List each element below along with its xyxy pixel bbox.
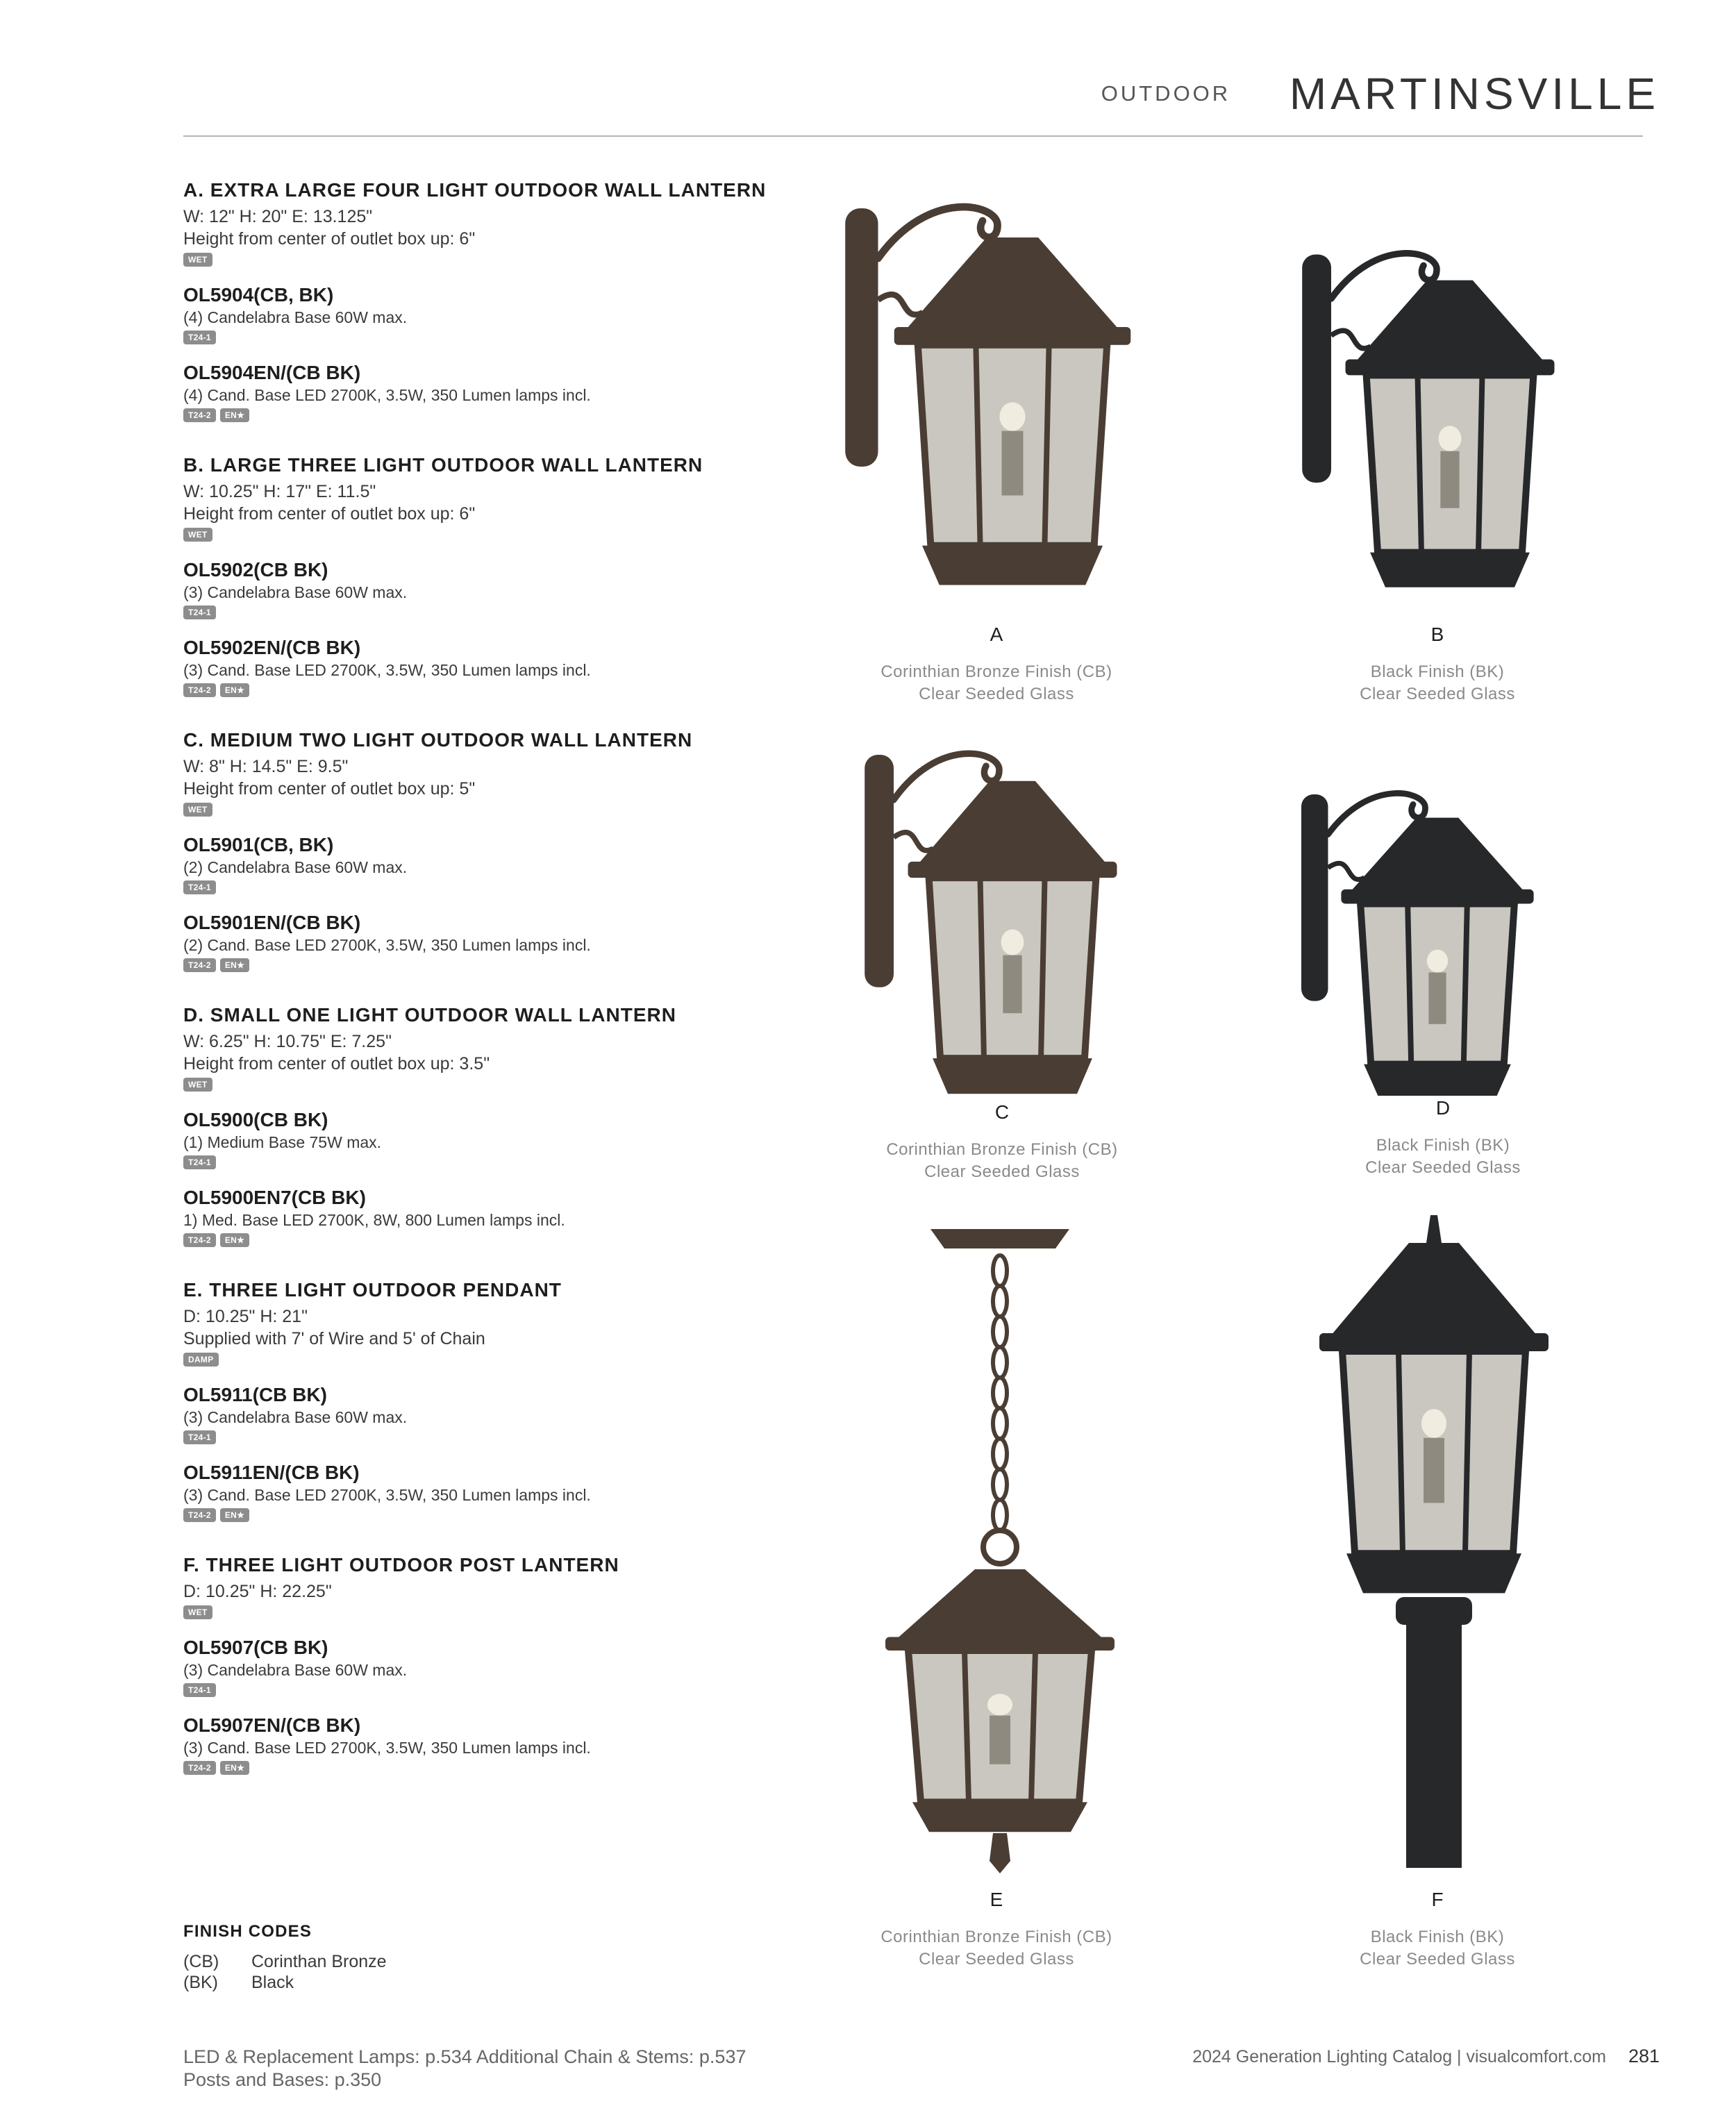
- rating-badge: WET: [183, 528, 212, 542]
- lantern-roof: [1350, 818, 1525, 892]
- wall-backplate: [1301, 794, 1328, 1001]
- post-finial: [1426, 1215, 1442, 1243]
- catalog-name: 2024 Generation Lighting Catalog | visualcomfort.com: [1192, 2047, 1606, 2066]
- lantern-bulb: [987, 1694, 1012, 1715]
- cert-badge: EN★: [220, 1508, 249, 1522]
- product-note: Height from center of outlet box up: 6": [183, 229, 476, 249]
- rating-badge: WET: [183, 1605, 212, 1619]
- pendant-chain-link: [993, 1317, 1007, 1347]
- footer-reference-line: LED & Replacement Lamps: p.534 Additional Chain & Stems: p.537: [183, 2046, 746, 2067]
- caption-finish: Black Finish (BK): [1370, 1928, 1505, 1946]
- lantern-candle-sleeve: [1428, 973, 1446, 1024]
- pendant-chain-link: [993, 1439, 1007, 1469]
- caption-b: [1257, 624, 1618, 705]
- cert-badge: T24-1: [183, 880, 216, 894]
- model-number: OL5900(CB BK): [183, 1109, 328, 1130]
- wall-backplate: [1302, 255, 1331, 483]
- model-entry: [183, 636, 808, 699]
- pendant-chain-link: [993, 1347, 1007, 1378]
- product-dimensions: D: 10.25" H: 21": [183, 1307, 308, 1326]
- model-number: OL5901EN/(CB BK): [183, 912, 361, 933]
- model-description: (4) Candelabra Base 60W max.: [183, 308, 408, 326]
- product-title: C. MEDIUM TWO LIGHT OUTDOOR WALL LANTERN: [183, 729, 693, 751]
- rating-badges: [183, 253, 808, 268]
- finish-code: (BK): [183, 1973, 218, 1992]
- cert-badge: EN★: [220, 958, 249, 972]
- finish-code-row: [183, 1972, 387, 1993]
- caption-f: [1257, 1889, 1618, 1971]
- lantern-base: [933, 1058, 1092, 1094]
- footer-reference-line: Posts and Bases: p.350: [183, 2069, 382, 2090]
- model-entry: [183, 283, 808, 346]
- product-dimensions: W: 8" H: 14.5" E: 9.5": [183, 757, 349, 776]
- lantern-bulb: [1421, 1409, 1446, 1438]
- model-description: (2) Cand. Base LED 2700K, 3.5W, 350 Lumen lamps incl.: [183, 936, 591, 954]
- rating-badges: [183, 803, 808, 818]
- cert-badge: T24-1: [183, 331, 216, 344]
- cert-badge: T24-1: [183, 605, 216, 619]
- product-title: F. THREE LIGHT OUTDOOR POST LANTERN: [183, 1554, 619, 1576]
- lantern-image-d: [1292, 778, 1535, 1111]
- product-dimensions: W: 6.25" H: 10.75" E: 7.25": [183, 1032, 392, 1051]
- pendant-chain-link: [993, 1500, 1007, 1530]
- caption-letter: D: [1435, 1097, 1451, 1119]
- model-number: OL5900EN7(CB BK): [183, 1187, 366, 1208]
- rating-badges: [183, 1353, 808, 1368]
- model-description: (2) Candelabra Base 60W max.: [183, 858, 408, 876]
- lantern-frame-bar: [1478, 375, 1482, 552]
- product-title: E. THREE LIGHT OUTDOOR PENDANT: [183, 1279, 562, 1301]
- caption-finish: Black Finish (BK): [1370, 662, 1505, 681]
- rating-badge: DAMP: [183, 1353, 219, 1367]
- lantern-image-c: [854, 736, 1118, 1111]
- model-entry: [183, 911, 808, 974]
- caption-finish: Black Finish (BK): [1376, 1136, 1510, 1155]
- model-entry: [183, 833, 808, 896]
- cert-badge: T24-1: [183, 1430, 216, 1444]
- model-entry: [183, 361, 808, 424]
- caption-finish: Corinthian Bronze Finish (CB): [880, 662, 1112, 681]
- cert-badge: T24-1: [183, 1155, 216, 1169]
- certification-badges: [183, 880, 808, 896]
- model-entry: [183, 1714, 808, 1776]
- footer-catalog: [1192, 2046, 1660, 2067]
- model-entry: [183, 558, 808, 621]
- rating-badges: [183, 1078, 808, 1093]
- cert-badge: EN★: [220, 1233, 249, 1247]
- finish-codes-title: FINISH CODES: [183, 1922, 312, 1941]
- model-description: (3) Candelabra Base 60W max.: [183, 1408, 408, 1426]
- caption-a: [816, 624, 1177, 705]
- certification-badges: [183, 1508, 808, 1523]
- lantern-candle-sleeve: [1440, 451, 1459, 508]
- lantern-base: [912, 1802, 1087, 1832]
- caption-glass: Clear Seeded Glass: [919, 685, 1074, 703]
- lantern-base: [1370, 553, 1530, 587]
- page-number: 281: [1628, 2046, 1660, 2066]
- cert-badge: T24-2: [183, 1233, 216, 1247]
- cert-badge: T24-2: [183, 1508, 216, 1522]
- caption-letter: B: [1430, 624, 1444, 645]
- product-spec-list: [183, 179, 808, 1776]
- lantern-bulb: [1001, 929, 1024, 955]
- pendant-chain-link: [993, 1286, 1007, 1317]
- lantern-candle-sleeve: [1424, 1438, 1444, 1503]
- model-number: OL5907EN/(CB BK): [183, 1714, 361, 1736]
- model-description: (3) Candelabra Base 60W max.: [183, 583, 408, 601]
- cert-badge: T24-1: [183, 1683, 216, 1697]
- product-dimensions: D: 10.25" H: 22.25": [183, 1582, 332, 1601]
- finish-code: (CB): [183, 1952, 219, 1971]
- pendant-finial: [990, 1833, 1010, 1873]
- wall-backplate: [845, 208, 878, 467]
- product-section: [183, 729, 808, 974]
- lantern-base: [1346, 1553, 1521, 1593]
- lantern-base: [922, 546, 1103, 585]
- lantern-image-b: [1292, 236, 1555, 604]
- certification-badges: [183, 1430, 808, 1446]
- model-description: (3) Cand. Base LED 2700K, 3.5W, 350 Lumen lamps incl.: [183, 1739, 591, 1757]
- caption-letter: E: [990, 1889, 1003, 1910]
- product-section: [183, 1279, 808, 1523]
- product-note: Height from center of outlet box up: 3.5": [183, 1054, 490, 1073]
- caption-finish: Corinthian Bronze Finish (CB): [886, 1140, 1118, 1159]
- section-label: OUTDOOR: [1101, 81, 1231, 106]
- product-section: [183, 1554, 808, 1776]
- model-number: OL5911EN/(CB BK): [183, 1462, 360, 1483]
- product-note: Supplied with 7' of Wire and 5' of Chain: [183, 1329, 485, 1348]
- lantern-bulb: [1439, 426, 1462, 451]
- product-title: A. EXTRA LARGE FOUR LIGHT OUTDOOR WALL LANTERN: [183, 179, 767, 201]
- caption-letter: A: [990, 624, 1003, 645]
- model-number: OL5901(CB, BK): [183, 834, 334, 855]
- product-section: [183, 1004, 808, 1248]
- caption-glass: Clear Seeded Glass: [1365, 1158, 1521, 1177]
- product-section: [183, 454, 808, 699]
- rating-badge: WET: [183, 253, 212, 267]
- lantern-bulb: [1427, 949, 1448, 972]
- lantern-roof: [905, 237, 1120, 331]
- product-dimensions: W: 12" H: 20" E: 13.125": [183, 207, 373, 226]
- collection-title: MARTINSVILLE: [1289, 69, 1660, 119]
- caption-d: [1262, 1097, 1624, 1179]
- model-description: 1) Med. Base LED 2700K, 8W, 800 Lumen lamps incl.: [183, 1211, 565, 1229]
- finish-name: Corinthan Bronze: [251, 1952, 387, 1971]
- rating-badge: WET: [183, 1078, 212, 1092]
- lantern-image-a: [833, 187, 1132, 604]
- rating-badges: [183, 528, 808, 543]
- caption-finish: Corinthian Bronze Finish (CB): [880, 1928, 1112, 1946]
- pendant-image-e: [889, 1215, 1111, 1875]
- caption-letter: F: [1431, 1889, 1444, 1910]
- model-number: OL5907(CB BK): [183, 1637, 328, 1658]
- lantern-candle-sleeve: [1003, 955, 1021, 1014]
- rating-badge: WET: [183, 803, 212, 817]
- pendant-chain-link: [993, 1378, 1007, 1408]
- lantern-frame-bar: [1408, 903, 1411, 1064]
- certification-badges: [183, 958, 808, 974]
- model-number: OL5904(CB, BK): [183, 284, 334, 306]
- cert-badge: T24-2: [183, 1761, 216, 1775]
- finish-code-row: [183, 1951, 387, 1972]
- cert-badge: EN★: [220, 408, 249, 422]
- lantern-bulb: [999, 402, 1025, 431]
- model-entry: [183, 1383, 808, 1446]
- pendant-chain-link: [993, 1469, 1007, 1500]
- caption-c: [821, 1101, 1183, 1183]
- lantern-candle-sleeve: [990, 1716, 1010, 1764]
- caption-glass: Clear Seeded Glass: [924, 1162, 1080, 1181]
- product-section: [183, 179, 808, 424]
- pendant-canopy: [930, 1229, 1069, 1248]
- model-entry: [183, 1108, 808, 1171]
- model-number: OL5902EN/(CB BK): [183, 637, 361, 658]
- post-lantern-image-f: [1319, 1215, 1549, 1868]
- finish-codes: [183, 1922, 387, 1993]
- finish-name: Black: [251, 1973, 294, 1992]
- lantern-candle-sleeve: [1002, 431, 1024, 496]
- pendant-loop: [983, 1530, 1017, 1564]
- cert-badge: EN★: [220, 683, 249, 697]
- lantern-frame-bar: [1417, 375, 1421, 552]
- pendant-chain-link: [993, 1255, 1007, 1286]
- caption-glass: Clear Seeded Glass: [1360, 685, 1515, 703]
- caption-e: [816, 1889, 1177, 1971]
- product-title: B. LARGE THREE LIGHT OUTDOOR WALL LANTERN: [183, 454, 703, 476]
- page-header: [1101, 68, 1660, 119]
- lantern-frame-bar: [980, 878, 983, 1058]
- certification-badges: [183, 331, 808, 346]
- model-entry: [183, 1461, 808, 1523]
- model-description: (3) Cand. Base LED 2700K, 3.5W, 350 Lumen lamps incl.: [183, 1486, 591, 1504]
- certification-badges: [183, 1683, 808, 1698]
- footer-references: [183, 2046, 746, 2091]
- model-number: OL5904EN/(CB BK): [183, 362, 361, 383]
- certification-badges: [183, 1155, 808, 1171]
- model-description: (1) Medium Base 75W max.: [183, 1133, 382, 1151]
- caption-glass: Clear Seeded Glass: [919, 1950, 1074, 1969]
- pendant-chain-link: [993, 1408, 1007, 1439]
- model-description: (3) Candelabra Base 60W max.: [183, 1661, 408, 1679]
- caption-letter: C: [994, 1101, 1010, 1123]
- cert-badge: EN★: [220, 1761, 249, 1775]
- wall-arm-brace: [894, 833, 933, 851]
- model-description: (4) Cand. Base LED 2700K, 3.5W, 350 Lumen lamps incl.: [183, 386, 591, 404]
- model-entry: [183, 1636, 808, 1698]
- model-number: OL5911(CB BK): [183, 1384, 327, 1405]
- header-divider: [183, 135, 1643, 137]
- rating-badges: [183, 1605, 808, 1621]
- product-note: Height from center of outlet box up: 5": [183, 779, 476, 799]
- lantern-roof: [1330, 1243, 1538, 1337]
- certification-badges: [183, 683, 808, 699]
- lantern-base: [1364, 1064, 1511, 1096]
- model-number: OL5902(CB BK): [183, 559, 328, 580]
- wall-backplate: [865, 755, 894, 987]
- wall-arm-brace: [1331, 331, 1371, 349]
- cert-badge: T24-2: [183, 408, 216, 422]
- wall-arm-brace: [1328, 863, 1365, 879]
- cert-badge: T24-2: [183, 683, 216, 697]
- lantern-frame-bar: [1464, 903, 1467, 1064]
- certification-badges: [183, 1761, 808, 1776]
- lantern-roof: [896, 1569, 1104, 1639]
- certification-badges: [183, 605, 808, 621]
- wall-arm-brace: [878, 294, 924, 315]
- lantern-frame-bar: [1041, 878, 1044, 1058]
- lantern-roof: [1355, 281, 1545, 363]
- product-dimensions: W: 10.25" H: 17" E: 11.5": [183, 482, 376, 501]
- post-pole: [1406, 1621, 1462, 1868]
- certification-badges: [183, 1233, 808, 1248]
- product-note: Height from center of outlet box up: 6": [183, 504, 476, 524]
- model-entry: [183, 1186, 808, 1248]
- cert-badge: T24-2: [183, 958, 216, 972]
- lantern-roof: [917, 781, 1108, 865]
- product-title: D. SMALL ONE LIGHT OUTDOOR WALL LANTERN: [183, 1004, 676, 1026]
- caption-glass: Clear Seeded Glass: [1360, 1950, 1515, 1969]
- model-description: (3) Cand. Base LED 2700K, 3.5W, 350 Lumen lamps incl.: [183, 661, 591, 679]
- post-collar: [1396, 1597, 1472, 1625]
- certification-badges: [183, 408, 808, 424]
